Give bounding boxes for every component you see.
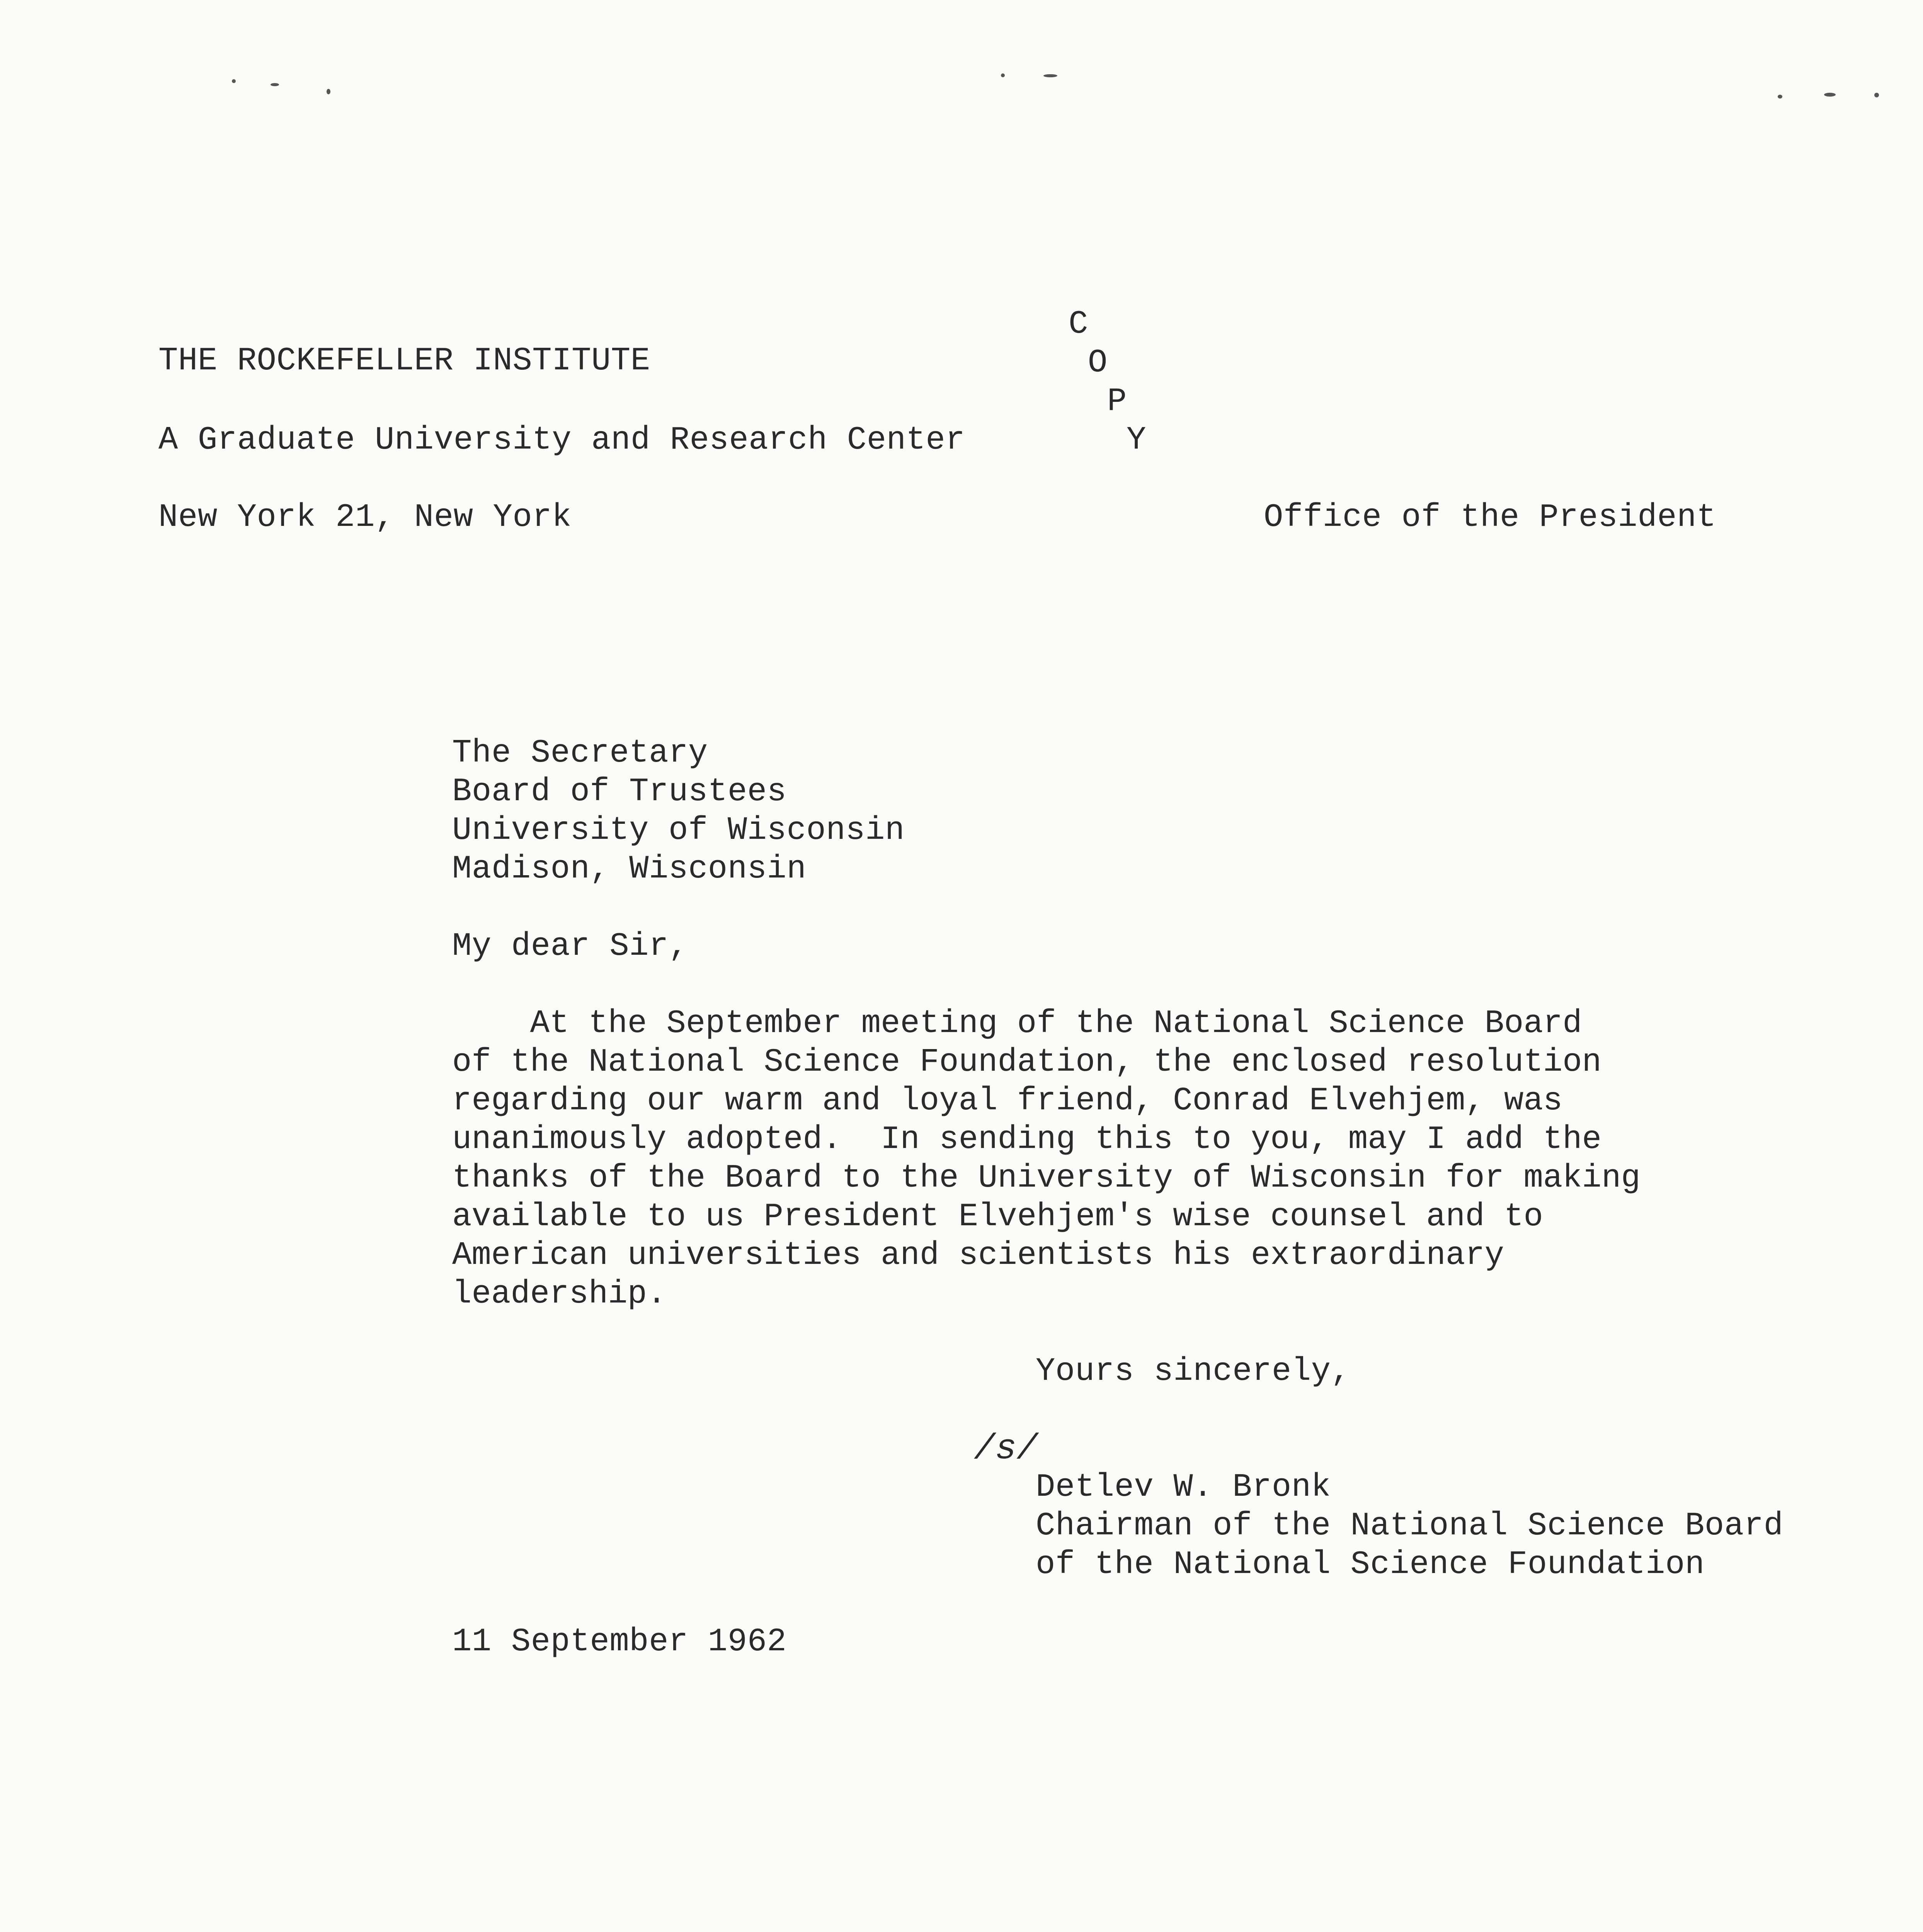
body-line: leadership.: [452, 1276, 667, 1313]
scan-speck: [232, 79, 236, 83]
body-line: regarding our warm and loyal friend, Conrad Elvehjem, was: [452, 1083, 1563, 1119]
body-line: American universities and scientists his extraordinary: [452, 1237, 1504, 1274]
scan-speck: [1001, 73, 1005, 77]
signer-name: Detlev W. Bronk: [1036, 1469, 1331, 1506]
office-of-president: Office of the President: [1264, 499, 1716, 536]
copy-stamp-letter: P: [1107, 383, 1127, 420]
recipient-line: Madison, Wisconsin: [452, 851, 807, 888]
institution-name: THE ROCKEFELLER INSTITUTE: [158, 343, 650, 379]
copy-stamp-letter: C: [1069, 306, 1088, 343]
recipient-line: The Secretary: [452, 735, 708, 772]
scan-speck: [271, 83, 279, 86]
scan-speck: [1778, 95, 1782, 99]
closing: Yours sincerely,: [1036, 1353, 1351, 1390]
scan-speck: [1824, 93, 1836, 97]
body-line: thanks of the Board to the University of Wisconsin for making: [452, 1160, 1641, 1197]
signer-title: of the National Science Foundation: [1036, 1546, 1705, 1583]
scan-speck: [327, 89, 330, 94]
salutation: My dear Sir,: [452, 928, 688, 965]
signature-mark: /s/: [974, 1429, 1038, 1469]
scan-speck: [1874, 93, 1879, 97]
recipient-line: University of Wisconsin: [452, 812, 905, 849]
copy-stamp-letter: O: [1088, 345, 1108, 381]
body-line: At the September meeting of the National Science Board: [452, 1005, 1582, 1042]
copy-stamp-letter: Y: [1127, 422, 1146, 459]
recipient-line: Board of Trustees: [452, 774, 787, 810]
signer-title: Chairman of the National Science Board: [1036, 1508, 1783, 1544]
body-line: available to us President Elvehjem's wise counsel and to: [452, 1199, 1543, 1235]
institution-address: New York 21, New York: [158, 499, 572, 536]
body-line: unanimously adopted. In sending this to you, may I add the: [452, 1121, 1602, 1158]
scan-speck: [1043, 74, 1057, 77]
body-line: of the National Science Foundation, the enclosed resolution: [452, 1044, 1602, 1081]
institution-subtitle: A Graduate University and Research Center: [158, 422, 965, 459]
letter-date: 11 September 1962: [452, 1624, 787, 1660]
